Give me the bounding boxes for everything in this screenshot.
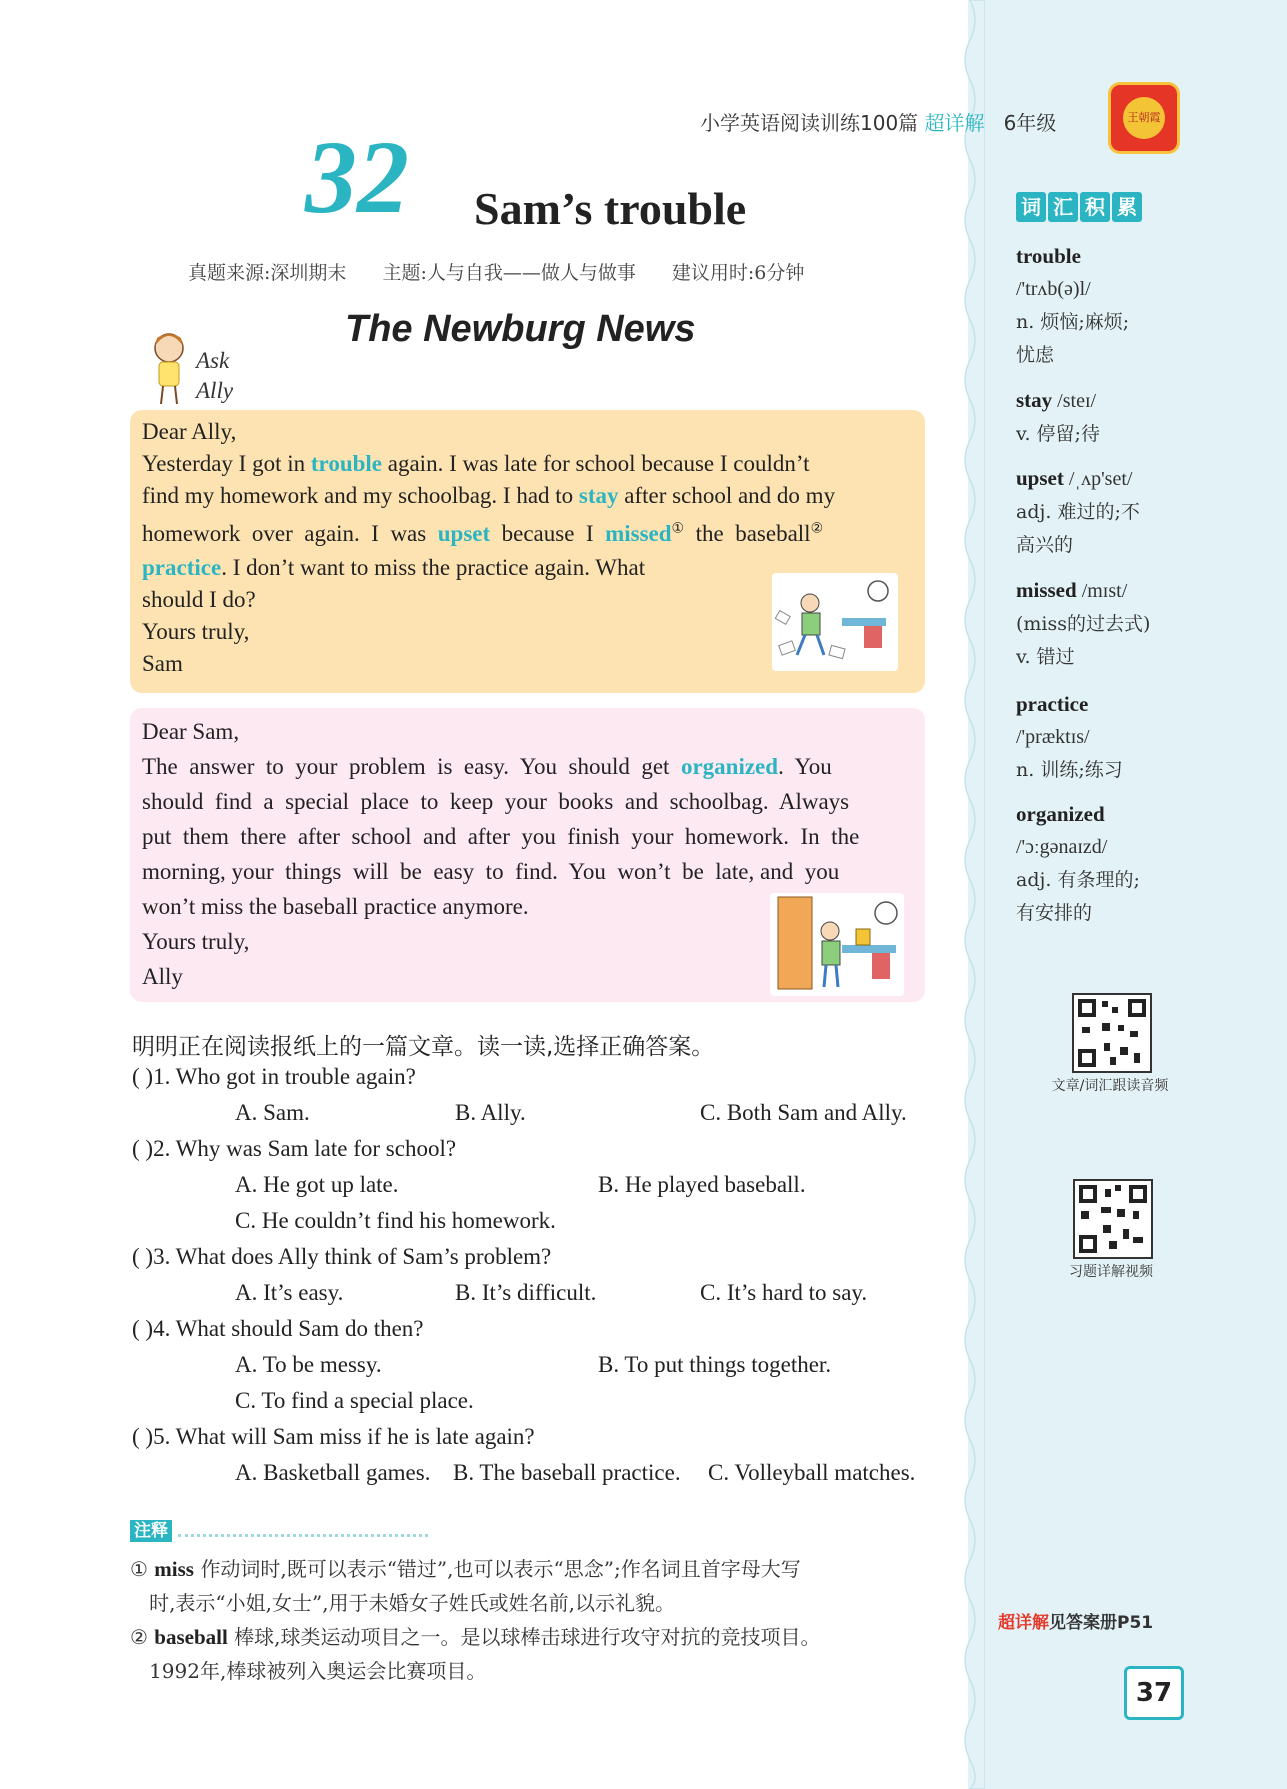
book-title-accent: 超详解	[924, 111, 985, 135]
question-3-option-a: A. It’s easy.	[235, 1280, 344, 1305]
question-5-option-a: A. Basketball games.	[235, 1460, 431, 1485]
letter2-line4: morning, your things will be easy to find. You won’t be late, and you	[142, 859, 840, 884]
lesson-source: 真题来源:深圳期末	[188, 262, 347, 284]
question-1-stem: ( )1. Who got in trouble again?	[132, 1064, 416, 1089]
note-1: ① miss 作动词时,既可以表示“错过”,也可以表示“思念”;作名词且首字母大写 时,表示“小姐,女士”,用于未婚女子姓氏或姓名前,以示礼貌。	[130, 1557, 801, 1615]
letter1-line5: should I do?	[142, 587, 256, 612]
lesson-number: 32	[305, 120, 409, 235]
book-title	[700, 107, 1056, 136]
question-3-option-c: C. It’s hard to say.	[700, 1280, 868, 1305]
letter2-line2: should find a special place to keep your books and schoolbag. Always	[142, 789, 850, 814]
letter2-signature: Ally	[142, 964, 183, 989]
vocab-item-stay: stay /steɪ/ v. 停留;待	[1016, 388, 1100, 445]
question-2-option-b: B. He played baseball.	[598, 1172, 806, 1197]
letter2-line1: The answer to your problem is easy. You should get organized. You	[142, 754, 832, 779]
letter2-line3: put them there after school and after you finish your homework. In the	[142, 824, 860, 849]
lesson-title: Sam’s trouble	[474, 183, 747, 234]
question-1-option-c: C. Both Sam and Ally.	[700, 1100, 907, 1125]
question-4-stem: ( )4. What should Sam do then?	[132, 1316, 424, 1341]
column-title-line1: Ask	[196, 348, 230, 373]
grade-label: 6年级	[1003, 111, 1057, 135]
notes-heading-label: 注释	[130, 1520, 172, 1542]
note-2: ② baseball 棒球,球类运动项目之一。是以球棒击球进行攻守对抗的竞技项目。 1992年,棒球被列入奥运会比赛项目。	[130, 1625, 821, 1683]
question-3-stem: ( )3. What does Ally think of Sam’s problem?	[132, 1244, 552, 1269]
exercise-instructions: 明明正在阅读报纸上的一篇文章。读一读,选择正确答案。	[132, 1034, 715, 1060]
vocab-heading: 词 汇 积 累	[1016, 192, 1144, 222]
letter1-line1: Yesterday I got in trouble again. I was late for school because I couldn’t	[142, 451, 810, 476]
question-3-option-b: B. It’s difficult.	[455, 1280, 597, 1305]
book-title-text: 小学英语阅读训练100篇	[700, 111, 919, 135]
question-2-option-c: C. He couldn’t find his homework.	[235, 1208, 556, 1233]
audio-qr-code[interactable]	[1072, 993, 1152, 1073]
letter2-greeting: Dear Sam,	[142, 719, 240, 744]
letter1-line2: find my homework and my schoolbag. I had to stay after school and do my	[142, 483, 836, 508]
question-5-option-b: B. The baseball practice.	[453, 1460, 681, 1485]
question-2-option-a: A. He got up late.	[235, 1172, 399, 1197]
lesson-meta	[188, 258, 834, 285]
girl-illustration	[145, 328, 193, 408]
question-1-option-a: A. Sam.	[235, 1100, 310, 1125]
letter1-closing: Yours truly,	[142, 619, 250, 644]
letter1-signature: Sam	[142, 651, 183, 676]
video-qr-caption: 习题详解视频	[1069, 1264, 1153, 1280]
vocab-item-trouble: trouble /'trʌb(ə)l/ n. 烦恼;麻烦; 忧虑	[1016, 244, 1130, 366]
question-4-option-a: A. To be messy.	[235, 1352, 382, 1377]
newspaper-name: The Newburg News	[345, 308, 696, 350]
letter-from-ally	[130, 708, 925, 1002]
notes-divider	[178, 1528, 428, 1537]
page-number: 37	[1124, 1666, 1184, 1720]
column-title-line2: Ally	[196, 378, 234, 403]
question-1-option-b: B. Ally.	[455, 1100, 526, 1125]
vocab-item-missed: missed /mɪst/ (miss的过去式) v. 错过	[1016, 578, 1151, 668]
letter2-line5: won’t miss the baseball practice anymore.	[142, 894, 529, 919]
notes-heading	[130, 1516, 428, 1541]
lesson-theme: 主题:人与自我——做人与做事	[382, 262, 636, 284]
vocab-item-upset: upset /ˌʌp'set/ adj. 难过的;不 高兴的	[1016, 466, 1140, 556]
vocab-item-practice: practice /'præktɪs/ n. 训练;练习	[1016, 692, 1123, 781]
answer-reference: 超详解见答案册P51	[998, 1613, 1154, 1633]
vocab-item-organized: organized /'ɔːgənaɪzd/ adj. 有条理的; 有安排的	[1016, 802, 1140, 924]
question-5-stem: ( )5. What will Sam miss if he is late again?	[132, 1424, 535, 1449]
question-4-option-b: B. To put things together.	[598, 1352, 832, 1377]
letter1-line3: homework over again. I was upset because I missed① the baseball②	[142, 521, 824, 546]
letter1-greeting: Dear Ally,	[142, 419, 237, 444]
wave-border	[955, 0, 985, 1789]
question-5-option-c: C. Volleyball matches.	[708, 1460, 916, 1485]
letter-from-sam	[130, 410, 925, 693]
video-qr-code[interactable]	[1073, 1179, 1153, 1259]
publisher-logo-text: 王朝霞	[1123, 97, 1165, 139]
question-4-option-c: C. To find a special place.	[235, 1388, 474, 1413]
audio-qr-caption: 文章/词汇跟读音频	[1051, 1078, 1169, 1094]
publisher-logo	[1108, 82, 1180, 154]
messy-room-illustration	[772, 573, 898, 671]
tidy-room-illustration	[770, 893, 904, 996]
letter2-closing: Yours truly,	[142, 929, 250, 954]
lesson-time: 建议用时:6分钟	[671, 262, 805, 284]
question-2-stem: ( )2. Why was Sam late for school?	[132, 1136, 457, 1161]
column-title	[196, 346, 233, 406]
letter1-line4: practice. I don’t want to miss the practice again. What	[142, 555, 646, 580]
